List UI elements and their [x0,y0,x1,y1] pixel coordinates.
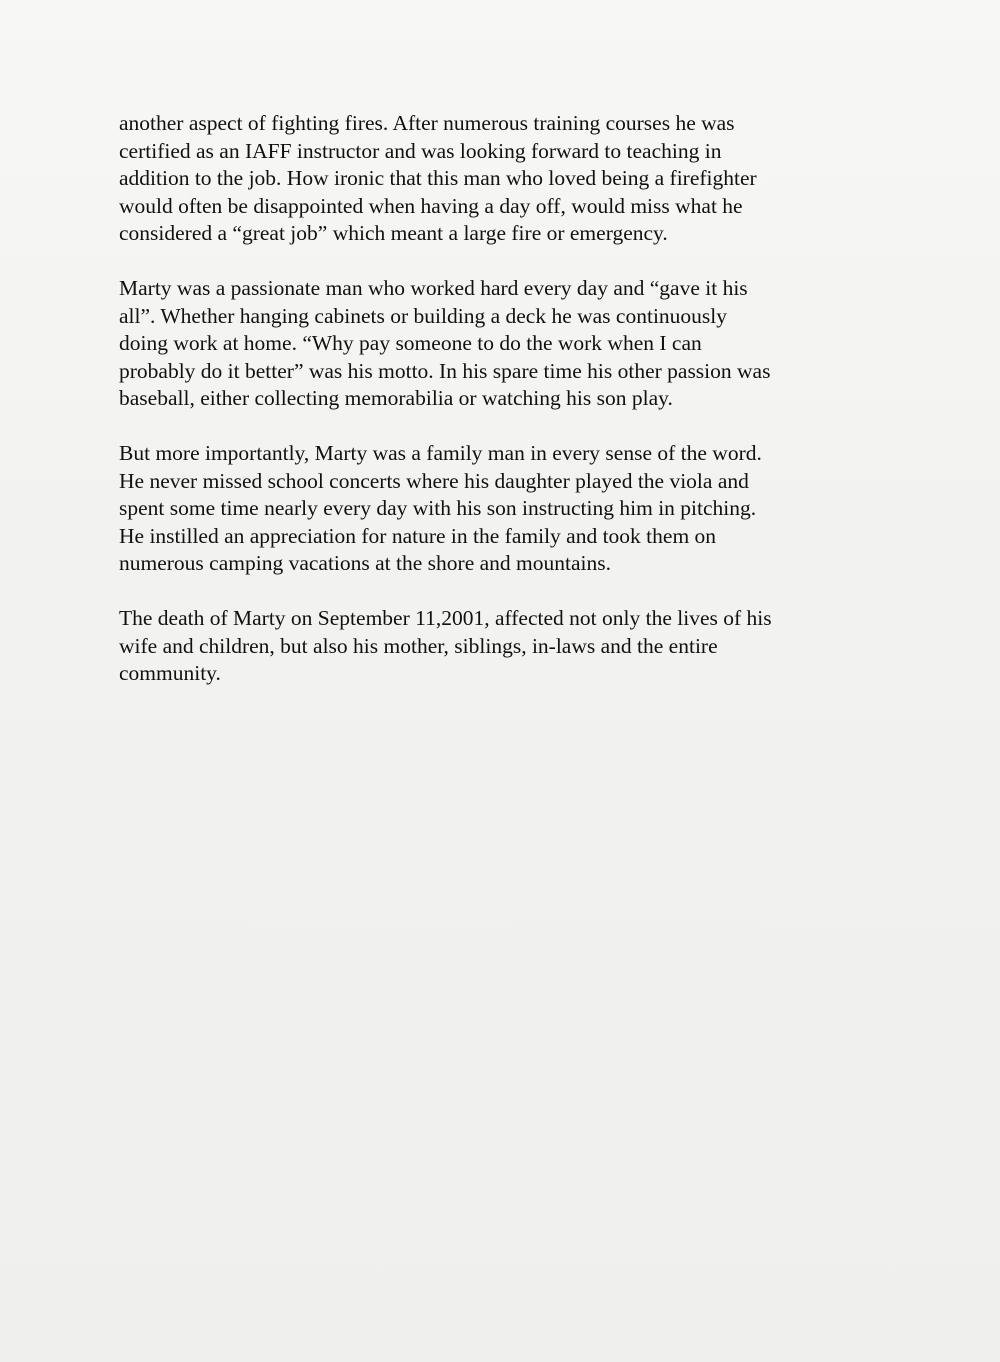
text-line: baseball, either collecting memorabilia or watching his son play. [119,386,673,410]
text-line: doing work at home. “Why pay someone to do the work when I can [119,331,702,355]
text-line: He instilled an appreciation for nature in the family and took them on [119,523,717,548]
paragraph-3 [119,440,879,578]
text-line: wife and children, but also his mother, siblings, in-laws and the entire [119,633,718,658]
text-line: considered a “great job” which meant a large fire or emergency. [119,221,668,245]
text-line: another aspect of fighting fires. After numerous training courses he was [119,111,735,135]
text-line: would often be disappointed when having a day off, would miss what he [119,193,743,218]
text-line: But more importantly, Marty was a family man in every sense of the word. [119,441,762,465]
text-line: addition to the job. How ironic that this man who loved being a firefighter [119,166,757,190]
text-line: numerous camping vacations at the shore and mountains. [119,551,611,575]
paragraph-4 [119,605,879,688]
text-line: He never missed school concerts where his daughter played the viola and [119,468,749,493]
text-line: certified as an IAFF instructor and was looking forward to teaching in [119,138,722,163]
body-text [119,110,879,715]
text-line: Marty was a passionate man who worked hard every day and “gave it his [119,276,748,300]
text-line: community. [119,661,221,685]
paragraph-2 [119,275,879,413]
paragraph-1 [119,110,879,248]
text-line: probably do it better” was his motto. In his spare time his other passion was [119,358,771,383]
text-line: The death of Marty on September 11,2001, affected not only the lives of his [119,606,772,630]
text-line: spent some time nearly every day with his son instructing him in pitching. [119,496,757,520]
text-line: all”. Whether hanging cabinets or building a deck he was continuously [119,303,728,328]
